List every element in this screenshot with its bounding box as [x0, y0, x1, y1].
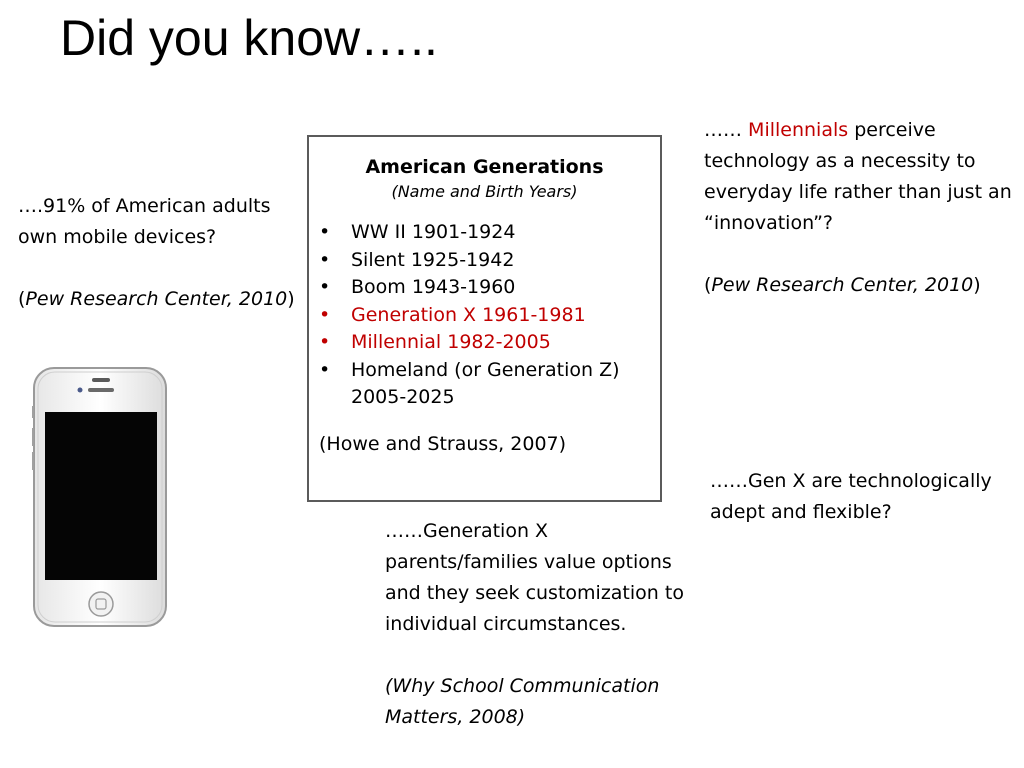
source-close-paren: ): [287, 288, 295, 310]
fact-source: (Why School Communication Matters, 2008): [385, 675, 660, 728]
slide-title: Did you know…..: [60, 10, 438, 66]
generations-list: [319, 219, 650, 412]
fact-statement: ……Generation X parents/families value options and they seek customization to individual circumstances.: [385, 520, 684, 635]
source-citation: Pew Research Center, 2010: [25, 288, 288, 310]
bullet-icon: •: [319, 276, 331, 298]
generation-label: Generation X 1961-1981: [351, 303, 586, 326]
fact-body: perceive technology as a necessity to everyday life rather than just an “innovation”?: [704, 119, 1012, 234]
generation-label: Boom 1943-1960: [351, 276, 516, 298]
left-fact-text: [18, 191, 308, 315]
source-open-paren: (: [704, 274, 712, 296]
box-title: American Generations: [365, 156, 604, 178]
source-close-paren: ): [973, 274, 981, 296]
generation-item: [319, 219, 650, 247]
source-citation: Pew Research Center, 2010: [711, 274, 974, 296]
generation-label: Silent 1925-1942: [351, 248, 515, 271]
generation-label: Millennial 1982-2005: [351, 331, 551, 353]
bottom-fact-text: [385, 516, 705, 733]
highlight-millennials: Millennials: [748, 119, 849, 141]
bullet-icon: •: [319, 221, 331, 243]
fact-statement: ….91% of American adults own mobile devices?: [18, 195, 271, 248]
bullet-icon: •: [319, 248, 331, 271]
fact-statement: [704, 115, 1014, 239]
fact-source: [704, 270, 1014, 301]
bullet-icon: •: [319, 303, 331, 326]
generation-label: WW II 1901-1924: [351, 221, 516, 243]
fact-source: [18, 284, 308, 315]
american-generations-box: [307, 135, 662, 502]
source-open-paren: (: [18, 288, 26, 310]
generation-label: Homeland (or Generation Z) 2005-2025: [351, 358, 620, 408]
generation-item: [319, 357, 650, 412]
smartphone-icon: [32, 366, 168, 628]
generation-item: [319, 329, 650, 357]
generation-item: [319, 274, 650, 302]
box-subtitle: (Name and Birth Years): [391, 182, 578, 201]
bullet-icon: •: [319, 331, 331, 353]
fact-statement: ……Gen X are technologically adept and flexible?: [710, 470, 992, 523]
fact-prefix: ……: [704, 119, 749, 141]
generation-item: [319, 247, 650, 275]
box-citation: (Howe and Strauss, 2007): [319, 432, 567, 455]
right-top-fact-text: [704, 115, 1014, 301]
generation-item: [319, 302, 650, 330]
bullet-icon: •: [319, 358, 331, 381]
right-bottom-fact-text: [710, 466, 1020, 528]
